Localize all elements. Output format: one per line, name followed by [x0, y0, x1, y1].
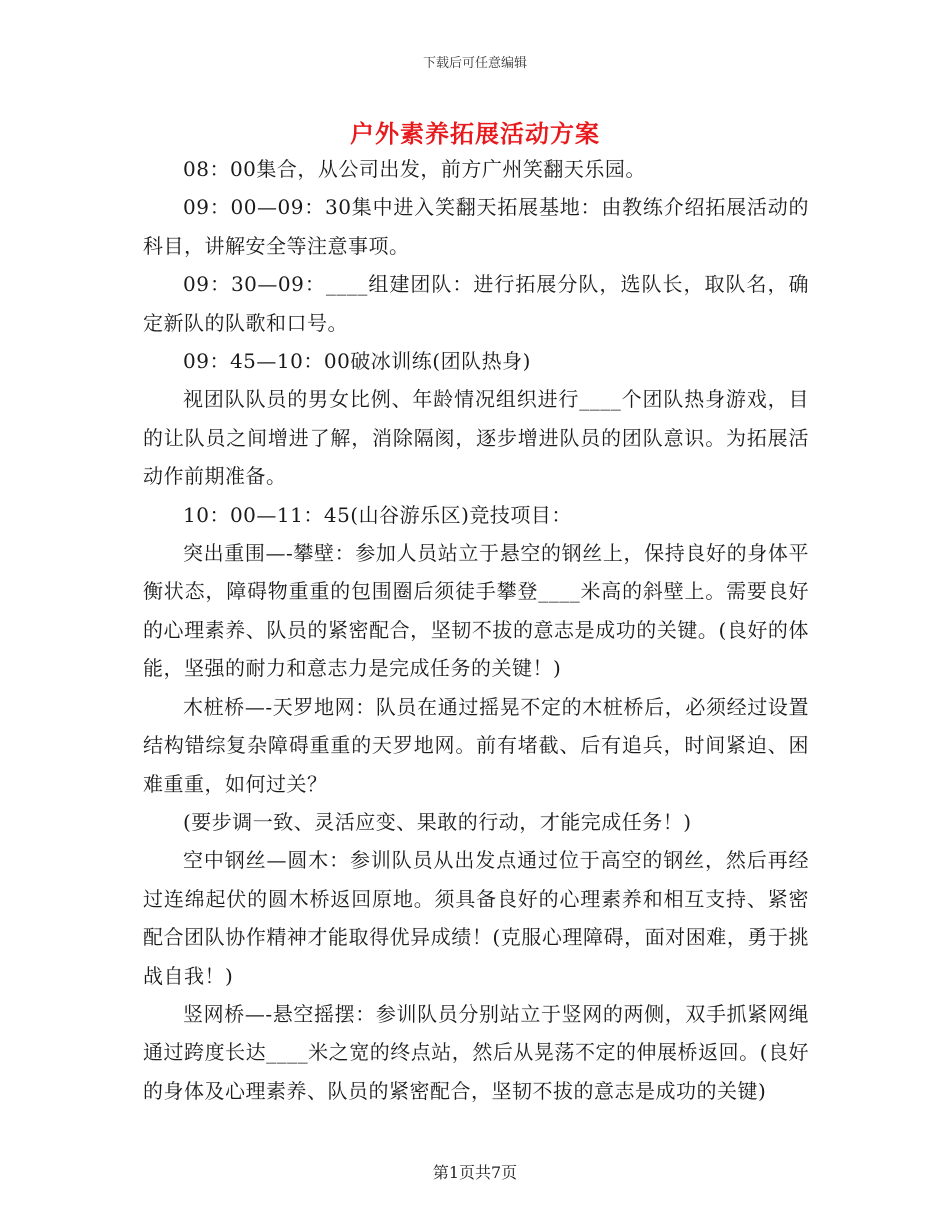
paragraph: 09：00—09：30集中进入笑翻天拓展基地：由教练介绍拓展活动的科目，讲解安全等注意事项。 — [143, 195, 809, 258]
page-number: 第1页共7页 — [432, 1163, 518, 1182]
paragraph: 视团队队员的男女比例、年龄情况组织进行____个团队热身游戏，目的让队员之间增进了解，消除隔阂，逐步增进队员的团队意识。为拓展活动作前期准备。 — [143, 387, 809, 489]
paragraph: 竖网桥—-悬空摇摆：参训队员分别站立于竖网的两侧，双手抓紧网绳通过跨度长达____米之宽的终点站，然后从晃荡不定的伸展桥返回。(良好的身体及心理素养、队员的紧密配合，坚韧不拔的意志是成功的关键) — [143, 1001, 809, 1103]
paragraph: 木桩桥—-天罗地网：队员在通过摇晃不定的木桩桥后，必须经过设置结构错综复杂障碍重重的天罗地网。前有堵截、后有追兵，时间紧迫、困难重重，如何过关？ — [143, 694, 809, 796]
paragraph: 空中钢丝—圆木：参训队员从出发点通过位于高空的钢丝，然后再经过连绵起伏的圆木桥返回原地。须具备良好的心理素养和相互支持、紧密配合团队协作精神才能取得优异成绩！(克服心理障碍，面对困难，勇于挑战自我！) — [143, 848, 809, 988]
paragraph: 09：30—09：____组建团队：进行拓展分队，选队长，取队名，确定新队的队歌和口号。 — [143, 272, 809, 335]
paragraph: 突出重围—-攀壁：参加人员站立于悬空的钢丝上，保持良好的身体平衡状态，障碍物重重的包围圈后须徒手攀登____米高的斜壁上。需要良好的心理素养、队员的紧密配合，坚韧不拔的意志是成功的关键。(良好的体能，坚强的耐力和意志力是完成任务的关键！) — [143, 541, 809, 681]
paragraph: 09：45—10：00破冰训练(团队热身) — [183, 349, 531, 374]
paragraph: 08：00集合，从公司出发，前方广州笑翻天乐园。 — [183, 157, 646, 181]
document-body — [143, 150, 809, 1110]
paragraph: (要步调一致、灵活应变、果敢的行动，才能完成任务！) — [183, 809, 692, 834]
header-note: 下载后可任意编辑 — [422, 56, 527, 71]
paragraph: 10：00—11：45(山谷游乐区)竞技项目： — [183, 502, 572, 527]
document-title: 户外素养拓展活动方案 — [350, 119, 600, 148]
